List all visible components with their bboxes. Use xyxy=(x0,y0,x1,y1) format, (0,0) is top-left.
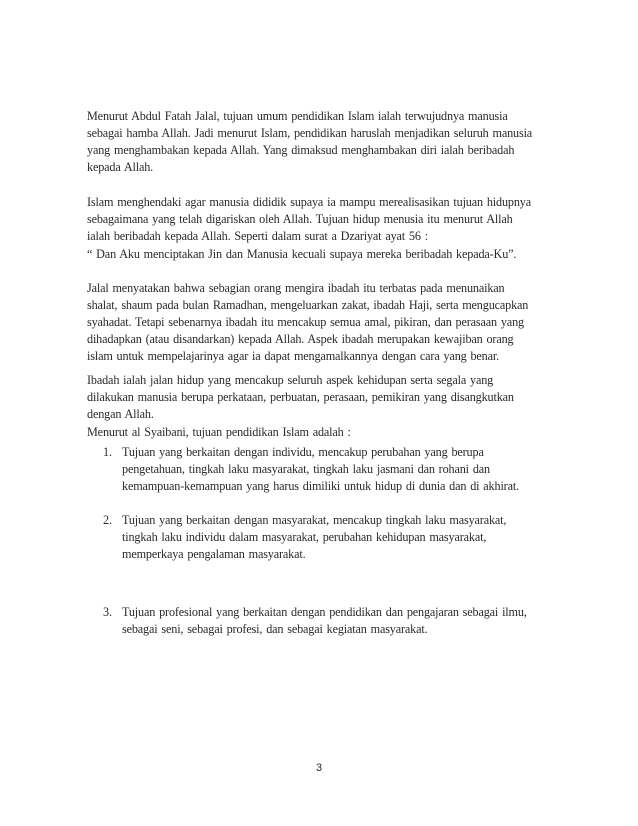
text-line: syahadat. Tetapi sebenarnya ibadah itu mencakup semua amal, pikiran, dan perasaan yang xyxy=(87,315,524,329)
text-line: “ Dan Aku menciptakan Jin dan Manusia kecuali supaya mereka beribadah kepada-Ku”. xyxy=(87,247,517,261)
text-line: islam untuk mempelajarinya agar ia dapat mengamalkannya dengan cara yang benar. xyxy=(87,349,500,363)
text-line: dengan Allah. xyxy=(87,407,154,421)
page-number: 3 xyxy=(315,762,323,774)
list-number: 2. xyxy=(103,513,112,527)
list-number: 1. xyxy=(103,445,112,459)
text-line: kemampuan-kemampuan yang harus dimiliki untuk hidup di dunia dan di akhirat. xyxy=(122,479,519,493)
text-line: sebagai seni, sebagai profesi, dan sebagai kegiatan masyarakat. xyxy=(122,622,428,636)
paragraph-abdul-fatah-jalal xyxy=(87,108,553,176)
text-line: dihadapkan (atau disandarkan) kepada Allah. Aspek ibadah merupakan kewajiban orang xyxy=(87,332,514,346)
list-item-text xyxy=(122,512,557,563)
list-item-text xyxy=(122,444,557,495)
text-line: tingkah laku individu dalam masyarakat, perubahan kehidupan masyarakat, xyxy=(122,530,487,544)
paragraph-jalal-menyatakan xyxy=(87,280,553,365)
text-line: Tujuan yang berkaitan dengan masyarakat, mencakup tingkah laku masyarakat, xyxy=(122,513,507,527)
text-line: pengetahuan, tingkah laku masyarakat, tingkah laku jasmani dan rohani dan xyxy=(122,462,490,476)
text-line: sebagaimana yang telah digariskan oleh Allah. Tujuan hidup menusia itu menurut Allah xyxy=(87,212,513,226)
text-line: Menurut Abdul Fatah Jalal, tujuan umum pendidikan Islam ialah terwujudnya manusia xyxy=(87,109,508,123)
text-line: Menurut al Syaibani, tujuan pendidikan Islam adalah : xyxy=(87,425,351,439)
list-number: 3. xyxy=(103,605,112,619)
text-line: Islam menghendaki agar manusia dididik supaya ia mampu merealisasikan tujuan hidupnya xyxy=(87,195,532,209)
text-line: sebagai hamba Allah. Jadi menurut Islam, pendidikan haruslah menjadikan seluruh manusia xyxy=(87,126,533,140)
text-line: kepada Allah. xyxy=(87,160,154,174)
text-line: memperkaya pengalaman masyarakat. xyxy=(122,547,306,561)
text-line: Tujuan yang berkaitan dengan individu, mencakup perubahan yang berupa xyxy=(122,445,484,459)
text-line: yang menghambakan kepada Allah. Yang dimaksud menghambakan diri ialah beribadah xyxy=(87,143,515,157)
paragraph-quote-dzariyat xyxy=(87,246,553,263)
text-line: Tujuan profesional yang berkaitan dengan pendidikan dan pengajaran sebagai ilmu, xyxy=(122,605,527,619)
paragraph-ibadah-ialah xyxy=(87,372,553,423)
text-line: ialah beribadah kepada Allah. Seperti dalam surat a Dzariyat ayat 56 : xyxy=(87,229,428,243)
text-line: Ibadah ialah jalan hidup yang mencakup seluruh aspek kehidupan serta segala yang xyxy=(87,373,494,387)
text-line: shalat, shaum pada bulan Ramadhan, mengeluarkan zakat, ibadah Haji, serta mengucapkan xyxy=(87,298,529,312)
list-item-text xyxy=(122,604,557,638)
text-line: dilakukan manusia berupa perkataan, perbuatan, perasaan, pemikiran yang disangkutkan xyxy=(87,390,514,404)
paragraph-al-syaibani xyxy=(87,424,553,441)
paragraph-islam-menghendaki xyxy=(87,194,553,245)
text-line: Jalal menyatakan bahwa sebagian orang mengira ibadah itu terbatas pada menunaikan xyxy=(87,281,505,295)
